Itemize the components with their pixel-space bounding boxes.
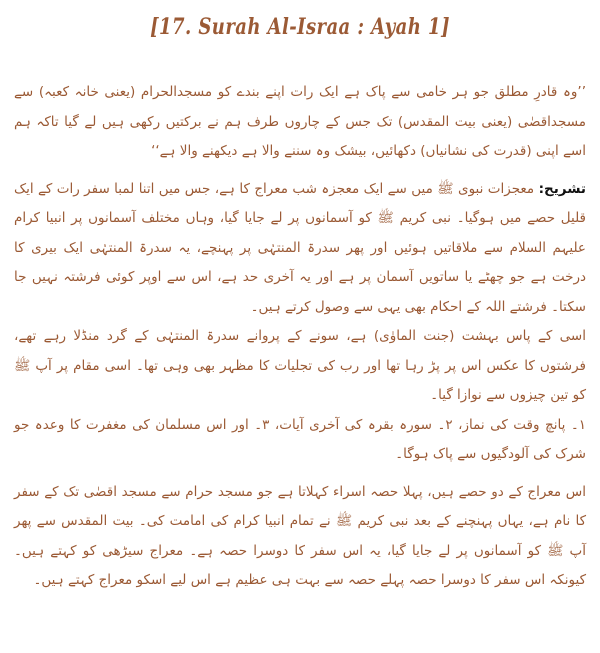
ayah-translation: ’’وہ قادرِ مطلق جو ہر خامی سے پاک ہے ایک رات اپنے بندے کو مسجدالحرام (یعنی خانہ کعبہ) سے مسجداقصٰی (یعنی بیت المقدس) تک جس کے چاروں طرف ہم نے برکتیں رکھی ہیں لے گیا تاکہ ہم اسے اپنی (قدرت کی نشانیاں) دکھائیں، بیشک وہ سننے والا ہے دیکھنے والا ہے‘‘ <box>14 84 586 159</box>
commentary-paragraph <box>14 175 586 323</box>
commentary-paragraph-3: ۱۔ پانچ وقت کی نماز، ۲۔ سورہ بقرہ کی آخری آیات، ۳۔ اور اس مسلمان کی مغفرت کا وعدہ جو شرک کی آلودگیوں سے پاک ہوگا۔ <box>14 416 586 462</box>
commentary-paragraph-2: اسی کے پاس بہشت (جنت الماوٰی) ہے، سونے کے پروانے سدرۃ المنتہٰی کے گرد منڈلا رہے تھے، فرشتوں کا عکس اس پر پڑ رہا تھا اور رب کی تجلیات کا مظہر بھی وہی تھا۔ اسی مقام پر آپ ﷺ کو تین چیزوں سے نوازا گیا۔ <box>14 328 586 403</box>
page-title: [17. Surah Al-Israa : Ayah 1] <box>150 14 450 40</box>
closing-paragraph: اس معراج کے دو حصے ہیں، پہلا حصہ اسراء کہلاتا ہے جو مسجد حرام سے مسجد اقصٰی تک کے سفر کا نام ہے، یہاں پہنچنے کے بعد نبی کریم ﷺ نے تمام انبیا کرام کی امامت کی۔ بیت المقدس سے پھر آپ ﷺ کو آسمانوں پر لے جایا گیا، یہ اس سفر کا دوسرا حصہ ہے۔ معراج سیڑھی کو کہتے ہیں۔ کیونکہ اس سفر کا دوسرا حصہ پہلے حصہ سے بہت ہی عظیم ہے اس لیے اسکو معراج کہتے ہیں۔ <box>14 483 586 588</box>
commentary-label: تشریح: <box>538 180 586 197</box>
commentary-text: معجزات نبوی ﷺ میں سے ایک معجزہ شب معراج کا ہے، جس میں اتنا لمبا سفر رات کے ایک قلیل حصے میں ہوگیا۔ نبی کریم ﷺ کو آسمانوں پر لے جایا گیا، وہاں مختلف آسمانوں پر انبیا کرام علیہم السلام سے ملاقاتیں ہوئیں اور پھر سدرۃ المنتہٰی پر پہنچے، یہ سدرۃ المنتہٰی ایک بیری کا درخت ہے جو چھٹے یا ساتویں آسمان پر ہے اور یہ آخری حد ہے، اس سے اوپر کوئی فرشتہ نہیں جا سکتا۔ فرشتے اللہ کے احکام بھی یہی سے وصول کرتے ہیں۔ <box>14 180 586 315</box>
document-body <box>14 78 586 596</box>
